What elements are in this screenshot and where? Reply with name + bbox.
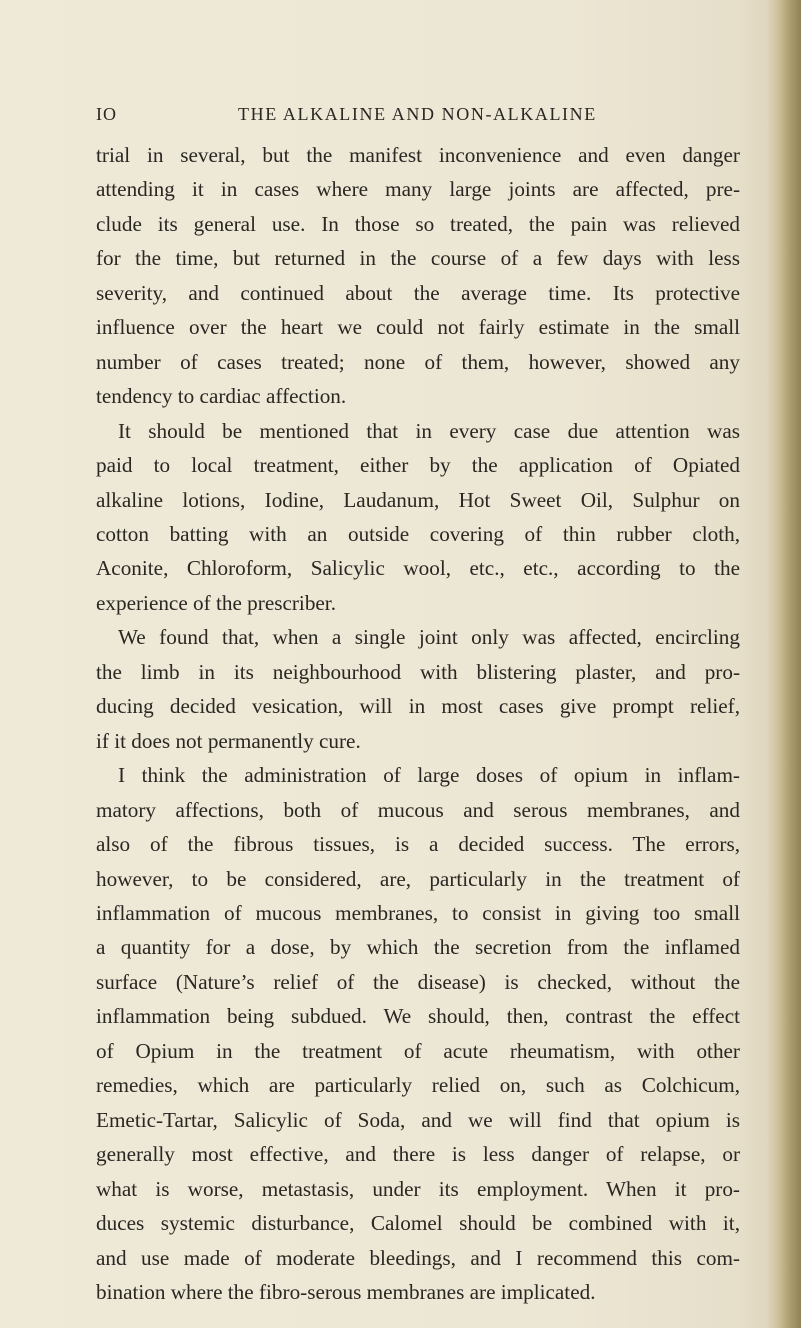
text-line: Emetic-Tartar, Salicylic of Soda, and we will find that opium is bbox=[96, 1107, 740, 1132]
text-line: surface (Nature’s relief of the disease) is checked, without the bbox=[96, 969, 740, 994]
paragraph bbox=[96, 758, 740, 1309]
text-line: paid to local treatment, either by the application of Opiated bbox=[96, 453, 740, 478]
text-line: influence over the heart we could not fairly estimate in the small bbox=[96, 315, 740, 340]
text-line: alkaline lotions, Iodine, Laudanum, Hot Sweet Oil, Sulphur on bbox=[96, 487, 740, 512]
text-line: experience of the prescriber. bbox=[96, 590, 336, 615]
paragraph bbox=[96, 620, 740, 758]
text-line: however, to be considered, are, particularly in the treatment of bbox=[96, 866, 740, 891]
text-line: Aconite, Chloroform, Salicylic wool, etc., etc., according to the bbox=[96, 556, 740, 581]
text-line: cotton batting with an outside covering of thin rubber cloth, bbox=[96, 521, 740, 546]
text-line: remedies, which are particularly relied on, such as Colchicum, bbox=[96, 1073, 740, 1098]
text-line: trial in several, but the manifest inconvenience and even danger bbox=[96, 143, 740, 167]
text-line: inflammation of mucous membranes, to consist in giving too small bbox=[96, 900, 740, 925]
text-line: inflammation being subdued. We should, then, contrast the effect bbox=[96, 1004, 740, 1029]
text-line: also of the fibrous tissues, is a decided success. The errors, bbox=[96, 832, 740, 857]
text-line: number of cases treated; none of them, however, showed any bbox=[96, 349, 740, 374]
text-line: for the time, but returned in the course of a few days with less bbox=[96, 246, 740, 271]
text-line: We found that, when a single joint only was affected, encircling bbox=[118, 625, 740, 650]
text-line: generally most effective, and there is less danger of relapse, or bbox=[96, 1142, 740, 1167]
paragraph bbox=[96, 138, 740, 414]
text-line: duces systemic disturbance, Calomel should be combined with it, bbox=[96, 1211, 740, 1236]
text-line: bination where the fibro-serous membranes are implicated. bbox=[96, 1279, 596, 1304]
text-line: and use made of moderate bleedings, and I recommend this com- bbox=[96, 1245, 740, 1270]
text-line: tendency to cardiac affection. bbox=[96, 384, 347, 409]
text-line: matory affections, both of mucous and serous membranes, and bbox=[96, 797, 740, 822]
text-line: clude its general use. In those so treated, the pain was relieved bbox=[96, 211, 740, 236]
text-line: of Opium in the treatment of acute rheumatism, with other bbox=[96, 1038, 740, 1063]
text-line: ducing decided vesication, will in most cases give prompt relief, bbox=[96, 694, 740, 719]
text-line: I think the administration of large doses of opium in inflam- bbox=[118, 763, 740, 788]
text-line: if it does not permanently cure. bbox=[96, 728, 361, 753]
paragraph bbox=[96, 414, 740, 621]
body-text bbox=[96, 138, 740, 1309]
text-line: attending it in cases where many large joints are affected, pre- bbox=[96, 177, 740, 202]
running-head: THE ALKALINE AND NON-ALKALINE bbox=[238, 104, 597, 124]
text-line: the limb in its neighbourhood with blistering plaster, and pro- bbox=[96, 659, 740, 684]
text-line: a quantity for a dose, by which the secretion from the inflamed bbox=[96, 935, 740, 960]
text-line: severity, and continued about the average time. Its protective bbox=[96, 280, 740, 305]
page-number: IO bbox=[96, 104, 117, 124]
text-line: It should be mentioned that in every case due attention was bbox=[118, 418, 740, 443]
text-line: what is worse, metastasis, under its employment. When it pro- bbox=[96, 1176, 740, 1201]
page-header bbox=[96, 104, 736, 134]
page-edge-shadow bbox=[767, 0, 801, 1328]
